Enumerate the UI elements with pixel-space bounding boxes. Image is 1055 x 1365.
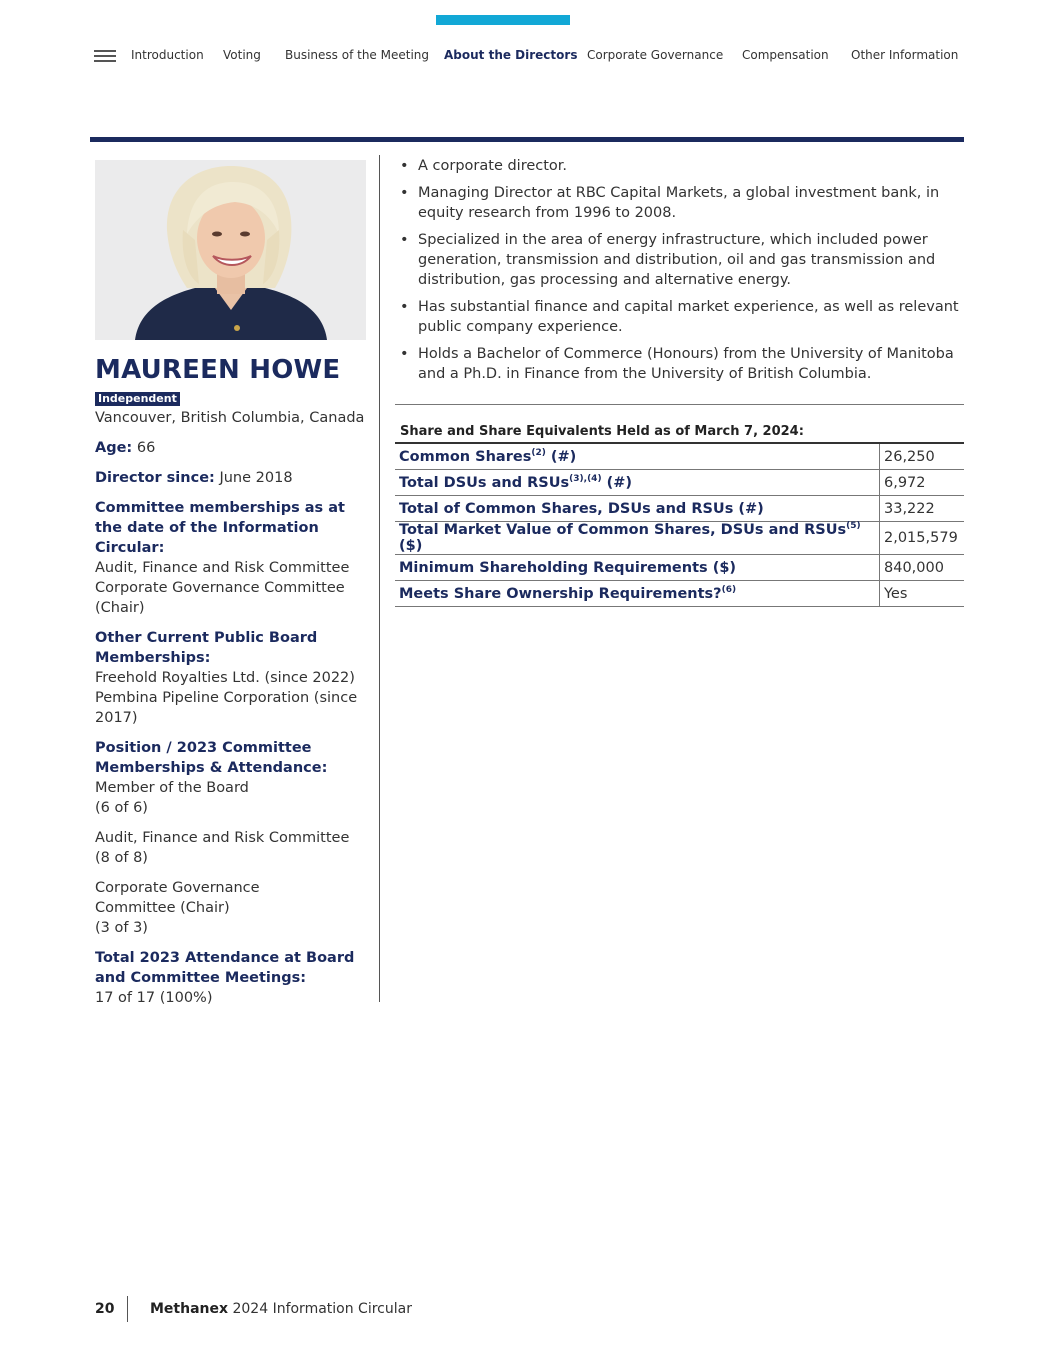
table-row xyxy=(395,470,964,496)
row-value: 2,015,579 xyxy=(880,522,965,555)
nav-business-of-the-meeting[interactable]: Business of the Meeting xyxy=(285,48,429,62)
row-label: Minimum Shareholding Requirements ($) xyxy=(395,555,880,581)
position-attendance-governance: Corporate Governance Committee (Chair) (3 of 3) xyxy=(95,880,260,936)
director-age: Age: 66 xyxy=(95,440,156,456)
bio-item: • A corporate director. xyxy=(400,156,965,176)
position-attendance: Position / 2023 Committee Memberships & Attendance: Member of the Board (6 of 6) xyxy=(95,740,328,816)
director-location: Vancouver, British Columbia, Canada xyxy=(95,410,365,426)
other-board-memberships: Other Current Public Board Memberships: Freehold Royalties Ltd. (since 2022) Pembina Pipeline Corporation (since 2017) xyxy=(95,630,358,726)
bio-item: • Specialized in the area of energy infrastructure, which included power generation, transmission and distribution, oil and gas transmission and distribution, gas processing and alternative energy. xyxy=(400,230,965,290)
committee-memberships: Committee memberships as at the date of the Information Circular: Audit, Finance and Risk Committee Corporate Governance Committee (Chair) xyxy=(95,500,350,616)
director-portrait xyxy=(95,160,366,340)
nav-introduction[interactable]: Introduction xyxy=(131,48,204,62)
row-label: Total of Common Shares, DSUs and RSUs (#) xyxy=(395,496,880,522)
bio-divider xyxy=(395,404,964,405)
column-divider xyxy=(379,155,380,1002)
bio-item: • Managing Director at RBC Capital Markets, a global investment bank, in equity research from 1996 to 2008. xyxy=(400,183,965,223)
row-label: Total Market Value of Common Shares, DSUs and RSUs$^{(5)}$ ($) xyxy=(395,522,880,555)
active-section-indicator xyxy=(436,15,570,25)
total-attendance: Total 2023 Attendance at Board and Committee Meetings: 17 of 17 (100%) xyxy=(95,950,355,1006)
nav-corporate-governance[interactable]: Corporate Governance xyxy=(587,48,724,62)
bio-list xyxy=(400,156,965,391)
row-label: Common Shares$^{(2)}$ (#) xyxy=(395,443,880,470)
independent-badge: Independent xyxy=(95,392,180,406)
position-attendance-audit: Audit, Finance and Risk Committee (8 of 8) xyxy=(95,830,350,866)
table-row xyxy=(395,581,964,607)
footer-divider xyxy=(127,1296,128,1322)
director-name: MAUREEN HOWE xyxy=(95,355,341,385)
nav-other-information[interactable]: Other Information xyxy=(851,48,959,62)
shares-table-title: Share and Share Equivalents Held as of March 7, 2024: xyxy=(400,424,804,439)
section-divider xyxy=(90,137,964,142)
shares-table xyxy=(395,442,964,607)
table-row xyxy=(395,496,964,522)
row-value: 33,222 xyxy=(880,496,965,522)
table-row xyxy=(395,555,964,581)
row-label: Total DSUs and RSUs$^{(3),(4)}$ (#) xyxy=(395,470,880,496)
bio-item: • Has substantial finance and capital market experience, as well as relevant public company experience. xyxy=(400,297,965,337)
row-value: Yes xyxy=(880,581,965,607)
table-row xyxy=(395,522,964,555)
nav-compensation[interactable]: Compensation xyxy=(742,48,829,62)
nav-about-the-directors[interactable]: About the Directors xyxy=(444,48,578,62)
row-value: 6,972 xyxy=(880,470,965,496)
bio-item: • Holds a Bachelor of Commerce (Honours) from the University of Manitoba and a Ph.D. in Finance from the University of British Columbia. xyxy=(400,344,965,384)
row-label: Meets Share Ownership Requirements?$^{(6)}$ xyxy=(395,581,880,607)
director-since: Director since: June 2018 xyxy=(95,470,293,486)
page-number: 20 xyxy=(95,1301,115,1317)
footer-title: Methanex 2024 Information Circular xyxy=(150,1301,412,1317)
row-value: 840,000 xyxy=(880,555,965,581)
table-row xyxy=(395,443,964,470)
row-value: 26,250 xyxy=(880,443,965,470)
hamburger-menu-icon[interactable] xyxy=(94,50,116,64)
nav-voting[interactable]: Voting xyxy=(223,48,261,62)
director-profile xyxy=(95,352,370,1008)
